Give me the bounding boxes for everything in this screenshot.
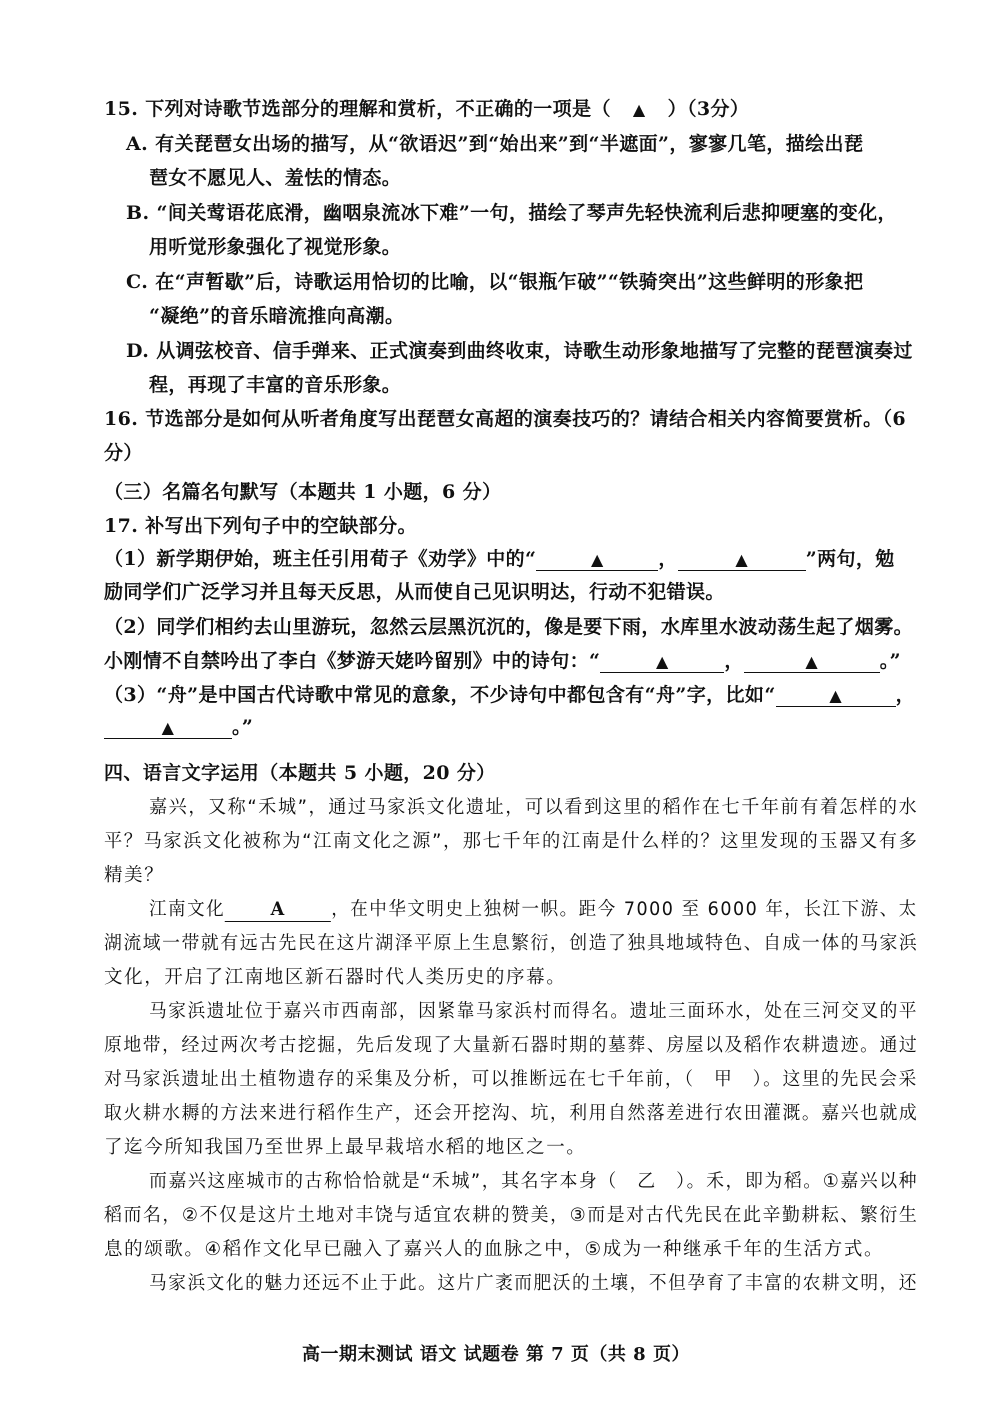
answer-marker-icon: ▲ <box>591 550 604 569</box>
q15-option-d-line2: 程，再现了丰富的音乐形象。 <box>149 374 402 396</box>
q16-stem-line2: 分） <box>104 442 143 464</box>
q15-option-d-line1: D. 从调弦校音、信手弹来、正式演奏到曲终收束，诗歌生动形象地描写了完整的琵琶演奏过 <box>126 340 913 362</box>
section3-heading: （三）名篇名句默写（本题共 1 小题，6 分） <box>104 481 502 503</box>
para1-line3: 精美？ <box>104 865 165 886</box>
fill-blank[interactable] <box>678 548 806 571</box>
q15-option-c-line2: “凝绝”的音乐暗流推向高潮。 <box>149 305 405 327</box>
para2-text: 江南文化 <box>149 899 226 920</box>
para1-line1: 嘉兴，又称“禾城”，通过马家浜文化遗址，可以看到这里的稻作在七千年前有着怎样的水 <box>149 797 919 818</box>
q17-part1-text: （1）新学期伊始，班主任引用荀子《劝学》中的“ <box>104 548 537 570</box>
q17-part1-tail: ”两句，勉 <box>805 548 895 570</box>
q15-option-a-line2: 琶女不愿见人、羞怯的情态。 <box>149 167 402 189</box>
q15-score: ）（3分） <box>667 98 750 120</box>
para2-line1 <box>149 897 918 923</box>
q17-part2-end: 。” <box>879 650 901 672</box>
fill-blank[interactable] <box>536 548 658 571</box>
section4-heading: 四、语言文字运用（本题共 5 小题，20 分） <box>104 762 496 784</box>
answer-marker-icon: ▲ <box>735 550 749 569</box>
q17-part1-line1 <box>104 546 895 572</box>
para5-line1: 马家浜文化的魅力还远不止于此。这片广袤而肥沃的土壤，不但孕育了丰富的农耕文明，还 <box>149 1273 919 1294</box>
q15-option-b-line1: B. “间关莺语花底滑，幽咽泉流冰下难”一句，描绘了琴声先轻快流利后悲抑哽塞的变化， <box>126 202 897 224</box>
q17-part2-line1: （2）同学们相约去山里游玩，忽然云层黑沉沉的，像是要下雨，水库里水波动荡生起了烟雾。 <box>104 616 914 638</box>
para3-line4: 取火耕水耨的方法来进行稻作生产，还会开挖沟、坑，利用自然落差进行农田灌溉。嘉兴也就成 <box>104 1103 919 1124</box>
q17-part1-line2: 励同学们广泛学习并且每天反思，从而使自己见识明达，行动不犯错误。 <box>104 581 725 603</box>
q15-option-a-line1: A. 有关琵琶女出场的描写，从“欲语迟”到“始出来”到“半遮面”，寥寥几笔，描绘出琵 <box>126 133 864 155</box>
para2-line3: 文化，开启了江南地区新石器时代人类历史的序幕。 <box>104 967 567 988</box>
q17-part2-line2 <box>104 648 901 674</box>
q17-part3-line2 <box>104 714 253 740</box>
separator: ， <box>724 650 744 672</box>
para3-line1: 马家浜遗址位于嘉兴市西南部，因紧靠马家浜村而得名。遗址三面环水，处在三河交叉的平 <box>149 1001 919 1022</box>
para1-line2: 平？马家浜文化被称为“江南文化之源”，那七千年的江南是什么样的？这里发现的玉器又有多 <box>104 831 919 852</box>
q15-option-b-line2: 用听觉形象强化了视觉形象。 <box>149 236 402 258</box>
fill-blank[interactable] <box>776 684 896 707</box>
q17-stem: 17. 补写出下列句子中的空缺部分。 <box>104 515 417 537</box>
separator: ， <box>895 684 916 706</box>
q16-stem-line1: 16. 节选部分是如何从听者角度写出琵琶女高超的演奏技巧的？请结合相关内容简要赏析。（6 <box>104 408 906 430</box>
fill-blank[interactable] <box>744 650 880 673</box>
q15-stem <box>104 96 749 122</box>
para4-line3: 息的颂歌。④稻作文化早已融入了嘉兴人的血脉之中，⑤成为一种继承千年的生活方式。 <box>104 1239 885 1260</box>
q15-option-c-line1: C. 在“声暂歇”后，诗歌运用恰切的比喻，以“银瓶乍破”“铁骑突出”这些鲜明的形象把 <box>126 271 864 293</box>
para2-text-tail: ，在中华文明史上独树一帜。距今 7000 至 6000 年，长江下游、太 <box>331 899 918 920</box>
answer-marker-icon: ▲ <box>829 686 843 705</box>
fill-blank-a[interactable]: A <box>225 899 331 922</box>
q15-stem-text: 15. 下列对诗歌节选部分的理解和赏析，不正确的一项是（ <box>104 98 611 120</box>
separator: ， <box>658 548 678 570</box>
para4-line1: 而嘉兴这座城市的古称恰恰就是“禾城”，其名字本身（ 乙 ）。禾，即为稻。①嘉兴以种 <box>149 1171 919 1192</box>
answer-marker-icon: ▲ <box>805 652 819 671</box>
page-footer: 高一期末测试 语文 试题卷 第 7 页（共 8 页） <box>302 1344 690 1365</box>
q17-part3-line1 <box>104 682 915 708</box>
answer-marker-icon: ▲ <box>161 718 175 737</box>
q17-part3-end: 。” <box>232 716 254 738</box>
para3-line2: 原地带，经过两次考古挖掘，先后发现了大量新石器时期的墓葬、房屋以及稻作农耕遗迹。通过 <box>104 1035 919 1056</box>
para4-line2: 稻而名，②不仅是这片土地对丰饶与适宜农耕的赞美，③而是对古代先民在此辛勤耕耘、繁衍生 <box>104 1205 919 1226</box>
fill-blank[interactable] <box>600 650 724 673</box>
para3-line5: 了迄今所知我国乃至世界上最早栽培水稻的地区之一。 <box>104 1137 587 1158</box>
q17-part3-text: （3）“舟”是中国古代诗歌中常见的意象，不少诗句中都包含有“舟”字，比如“ <box>104 684 776 706</box>
fill-blank[interactable] <box>104 716 232 739</box>
para3-line3: 对马家浜遗址出土植物遗存的采集及分析，可以推断远在七千年前，（ 甲 ）。这里的先民会采 <box>104 1069 918 1090</box>
answer-marker-icon: ▲ <box>632 100 646 119</box>
answer-marker-icon: ▲ <box>655 652 669 671</box>
para2-line2: 湖流域一带就有远古先民在这片湖泽平原上生息繁衍，创造了独具地域特色、自成一体的马家浜 <box>104 933 919 954</box>
q17-part2-text: 小刚情不自禁吟出了李白《梦游天姥吟留别》中的诗句：“ <box>104 650 601 672</box>
